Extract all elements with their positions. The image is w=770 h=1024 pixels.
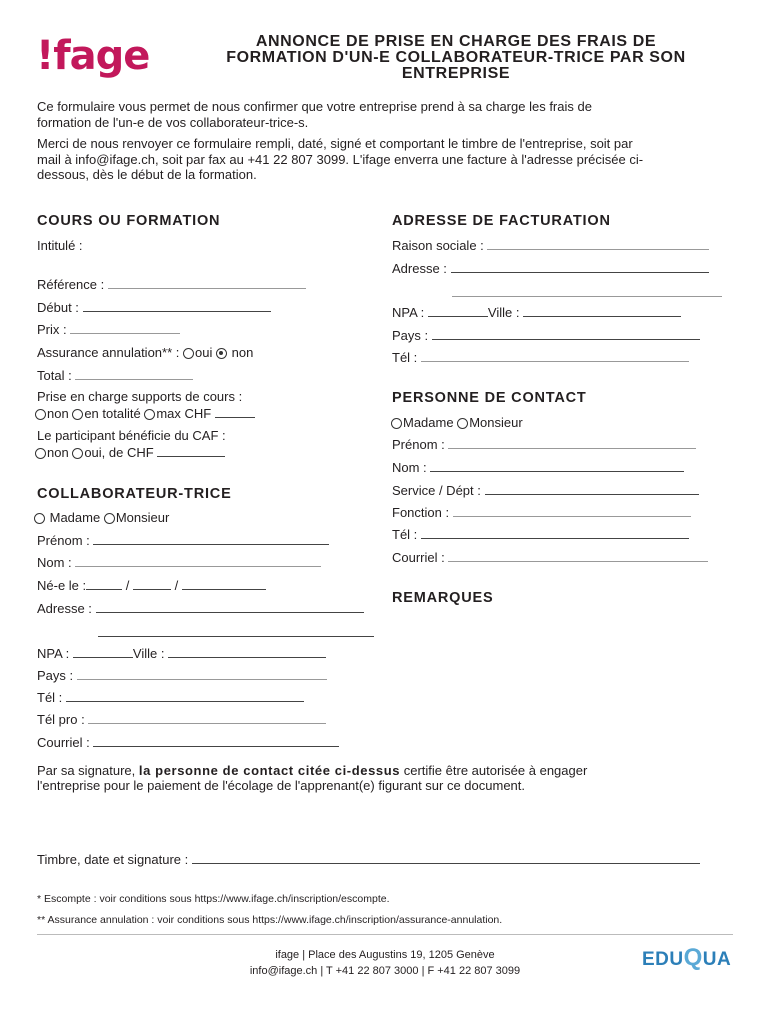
collab-nom-line[interactable] — [75, 555, 321, 567]
reference-label: Référence : — [37, 277, 105, 292]
footer-address: ifage | Place des Augustins 19, 1205 Genève — [275, 949, 495, 961]
collab-pays-label: Pays : — [37, 668, 74, 683]
title-line-1: ANNONCE DE PRISE EN CHARGE DES FRAIS DE — [255, 33, 657, 50]
contact-prenom-field[interactable] — [392, 437, 696, 453]
contact-service-label: Service / Dépt : — [392, 483, 481, 498]
collab-pays-line[interactable] — [77, 668, 327, 680]
intitule-label: Intitulé : — [37, 238, 83, 253]
collab-adresse-field[interactable] — [37, 601, 364, 617]
collab-ne-month-line[interactable] — [133, 578, 171, 590]
raison-line[interactable] — [487, 238, 709, 250]
collab-telpro-line[interactable] — [88, 712, 326, 724]
contact-civilite — [391, 415, 523, 431]
fact-ville-line[interactable] — [523, 305, 681, 317]
prix-field[interactable] — [37, 322, 180, 338]
debut-label: Début : — [37, 300, 79, 315]
collab-ne-label: Né-e le : — [37, 578, 87, 593]
total-field[interactable] — [37, 368, 193, 384]
facturation-heading: ADRESSE DE FACTURATION — [392, 213, 611, 229]
prise-label: Prise en charge supports de cours : — [37, 389, 243, 404]
eduqua-right: UA — [702, 949, 732, 970]
contact-monsieur-label: Monsieur — [469, 415, 523, 430]
caf-oui-radio[interactable] — [72, 448, 83, 459]
fact-adresse-field[interactable] — [392, 261, 709, 277]
caf-non-radio[interactable] — [35, 448, 46, 459]
collab-prenom-label: Prénom : — [37, 533, 90, 548]
intro-paragraph-1 — [37, 99, 737, 130]
contact-prenom-label: Prénom : — [392, 437, 445, 452]
collab-madame-label: Madame — [49, 510, 101, 525]
debut-line[interactable] — [83, 300, 271, 312]
collab-ne-slash-2: / — [174, 578, 179, 593]
contact-tel-line[interactable] — [421, 527, 689, 539]
eduqua-q-icon: Q — [683, 944, 703, 971]
fact-tel-line[interactable] — [421, 350, 689, 362]
collab-madame-radio[interactable] — [34, 513, 45, 524]
title-line-3: ENTREPRISE — [401, 65, 511, 82]
note-escompte: * Escompte : voir conditions sous https://www.ifage.ch/inscription/escompte. — [37, 893, 390, 905]
collab-ne-year-line[interactable] — [182, 578, 266, 590]
collab-npa-line[interactable] — [73, 646, 133, 658]
prise-non-label: non — [47, 406, 69, 421]
contact-madame-label: Madame — [403, 415, 454, 430]
footer-contact: info@ifage.ch | T +41 22 807 3000 | F +41 22 807 3099 — [249, 965, 521, 977]
collab-courriel-label: Courriel : — [37, 735, 90, 750]
collab-telpro-label: Tél pro : — [37, 712, 85, 727]
assurance-field — [37, 345, 253, 361]
collab-ne-slash-1: / — [125, 578, 130, 593]
collab-npa-field[interactable] — [37, 646, 326, 662]
debut-field[interactable] — [37, 300, 271, 316]
collab-civilite — [34, 510, 169, 526]
assurance-label: Assurance annulation** : — [37, 345, 180, 360]
assurance-oui-radio[interactable] — [183, 348, 194, 359]
fact-tel-field[interactable] — [392, 350, 689, 366]
contact-madame-radio[interactable] — [391, 418, 402, 429]
prise-totalite-label: en totalité — [84, 406, 141, 421]
assurance-non-label: non — [231, 345, 254, 360]
prix-label: Prix : — [37, 322, 67, 337]
contact-courriel-label: Courriel : — [392, 550, 445, 565]
signature-line-2: l'entreprise pour le paiement de l'écolage de l'apprenant(e) figurant sur ce document. — [37, 778, 526, 793]
contact-monsieur-radio[interactable] — [457, 418, 468, 429]
collab-monsieur-label: Monsieur — [115, 510, 170, 525]
caf-line[interactable] — [157, 445, 225, 457]
total-line[interactable] — [75, 368, 193, 380]
title-line-2: FORMATION D'UN-E COLLABORATEUR-TRICE PAR SON — [226, 49, 686, 66]
collab-adresse-label: Adresse : — [37, 601, 92, 616]
caf-non-label: non — [47, 445, 69, 460]
intro-p2-line-2: mail à info@ifage.ch, soit par fax au +41 22 807 3099. L'ifage enverra une facture à l'adresse précisée ci- — [37, 151, 644, 167]
fact-adresse-label: Adresse : — [392, 261, 447, 276]
fact-npa-field[interactable] — [392, 305, 681, 321]
timbre-label: Timbre, date et signature : — [37, 852, 189, 867]
caf-oui-label: oui, de CHF — [84, 445, 154, 460]
contact-service-field[interactable] — [392, 483, 699, 499]
collab-heading: COLLABORATEUR-TRICE — [37, 486, 232, 502]
raison-label: Raison sociale : — [392, 238, 484, 253]
assurance-oui-label: oui — [195, 345, 213, 360]
prix-line[interactable] — [70, 322, 180, 334]
fact-npa-label: NPA : — [392, 305, 425, 320]
timbre-line[interactable] — [192, 852, 700, 864]
collab-prenom-line[interactable] — [93, 533, 329, 545]
collab-nom-label: Nom : — [37, 555, 72, 570]
intro-paragraph-2 — [37, 136, 737, 183]
collab-npa-label: NPA : — [37, 646, 70, 661]
collab-tel-label: Tél : — [37, 690, 63, 705]
eduqua-left: EDU — [642, 949, 684, 970]
contact-nom-field[interactable] — [392, 460, 684, 476]
contact-nom-label: Nom : — [392, 460, 427, 475]
caf-options — [35, 445, 225, 461]
collab-ne-day-line[interactable] — [86, 578, 122, 590]
collab-courriel-field[interactable] — [37, 735, 339, 751]
signature-pre: Par sa signature, — [37, 763, 136, 778]
cours-heading: COURS OU FORMATION — [37, 213, 221, 229]
intro-p1-line-2: formation de l'un-e de vos collaborateur-trice-s. — [37, 114, 309, 130]
signature-post: certifie être autorisée à engager — [403, 763, 588, 778]
reference-field[interactable] — [37, 277, 306, 293]
collab-telpro-field[interactable] — [37, 712, 326, 728]
prise-options — [35, 406, 255, 422]
fact-pays-line[interactable] — [432, 328, 700, 340]
reference-line[interactable] — [108, 277, 306, 289]
fact-npa-line[interactable] — [428, 305, 488, 317]
collab-ville-line[interactable] — [168, 646, 326, 658]
collab-prenom-field[interactable] — [37, 533, 329, 549]
contact-prenom-line[interactable] — [448, 437, 696, 449]
note-assurance: ** Assurance annulation : voir conditions sous https://www.ifage.ch/inscription/assurance-annulation. — [37, 914, 503, 926]
ifage-logo: !fage — [36, 33, 150, 79]
prise-max-label: max CHF — [156, 406, 212, 421]
collab-pays-field[interactable] — [37, 668, 327, 684]
contact-tel-field[interactable] — [392, 527, 689, 543]
eduqua-logo — [642, 944, 731, 972]
prise-totalite-radio[interactable] — [72, 409, 83, 420]
collab-ne-field[interactable] — [37, 578, 266, 594]
footer-divider — [37, 934, 733, 935]
fact-adresse-line-2[interactable] — [452, 296, 722, 297]
signature-bold: la personne de contact citée ci-dessus — [138, 763, 401, 778]
collab-nom-field[interactable] — [37, 555, 321, 571]
contact-fonction-label: Fonction : — [392, 505, 450, 520]
intro-p2-line-1: Merci de nous renvoyer ce formulaire rempli, daté, signé et comportant le timbre de l'entreprise, soit par — [37, 136, 633, 151]
contact-service-line[interactable] — [485, 483, 699, 495]
raison-field[interactable] — [392, 238, 709, 254]
intro-p2-line-3: dessous, dès le début de la formation. — [37, 167, 257, 182]
total-label: Total : — [37, 368, 72, 383]
page-title — [170, 34, 742, 82]
prise-max-line[interactable] — [215, 406, 255, 418]
fact-ville-label: Ville : — [487, 305, 520, 320]
contact-courriel-field[interactable] — [392, 550, 708, 566]
intro-p1-line-1: Ce formulaire vous permet de nous confirmer que votre entreprise prend à sa charge les frais de — [37, 99, 592, 114]
remarques-heading: REMARQUES — [392, 590, 494, 606]
collab-tel-line[interactable] — [66, 690, 304, 702]
signature-statement — [37, 763, 587, 779]
collab-courriel-line[interactable] — [93, 735, 339, 747]
contact-tel-label: Tél : — [392, 527, 418, 542]
collab-monsieur-radio[interactable] — [104, 513, 115, 524]
contact-fonction-field[interactable] — [392, 505, 691, 521]
collab-adresse-line[interactable] — [96, 601, 364, 613]
fact-tel-label: Tél : — [392, 350, 418, 365]
fact-pays-field[interactable] — [392, 328, 700, 344]
timbre-field[interactable] — [37, 852, 700, 868]
contact-heading: PERSONNE DE CONTACT — [392, 390, 587, 406]
assurance-non-radio[interactable] — [216, 348, 227, 359]
caf-label: Le participant bénéficie du CAF : — [37, 428, 226, 443]
prise-non-radio[interactable] — [35, 409, 46, 420]
fact-adresse-line[interactable] — [451, 261, 709, 273]
collab-ville-label: Ville : — [132, 646, 165, 661]
contact-fonction-line[interactable] — [453, 505, 691, 517]
contact-nom-line[interactable] — [430, 460, 684, 472]
contact-courriel-line[interactable] — [448, 550, 708, 562]
collab-tel-field[interactable] — [37, 690, 304, 706]
collab-adresse-line-2[interactable] — [98, 636, 374, 637]
prise-max-radio[interactable] — [144, 409, 155, 420]
fact-pays-label: Pays : — [392, 328, 429, 343]
